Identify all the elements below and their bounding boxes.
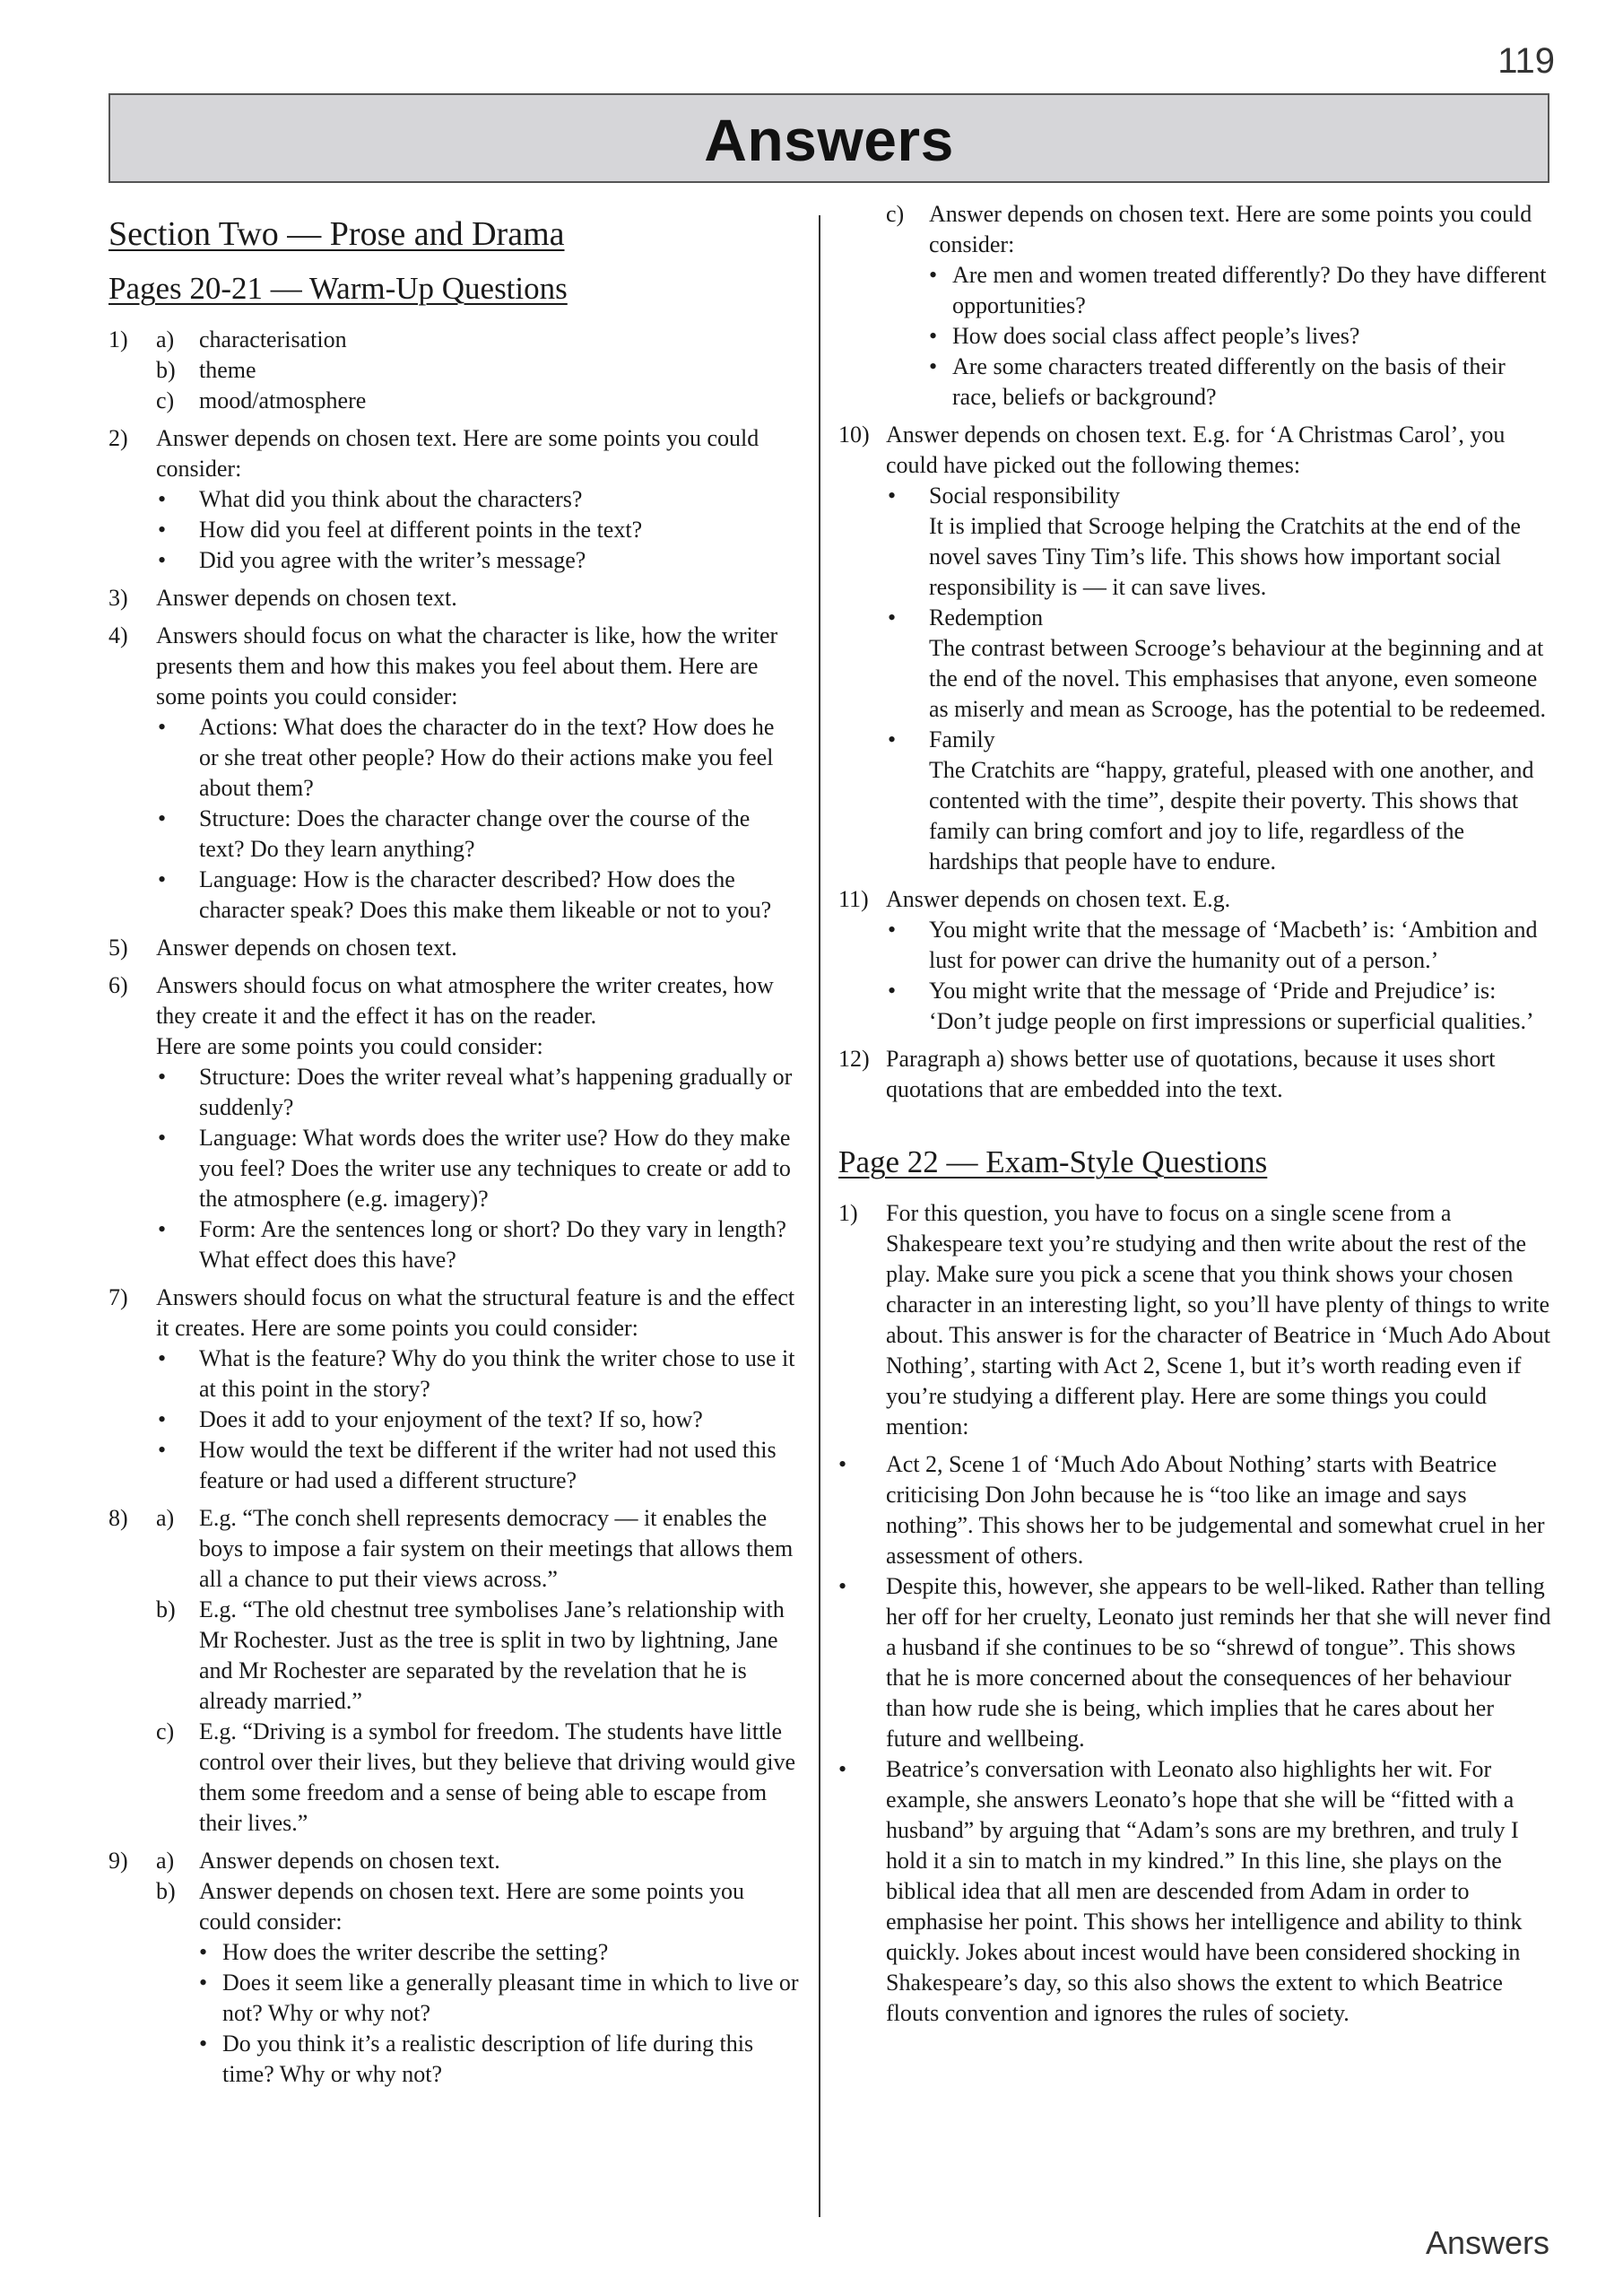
answer-text: Answers should focus on what the structural feature is and the effect it creates. Here are some points you could consider: xyxy=(156,1284,795,1341)
bullet-icon: • xyxy=(158,805,167,831)
theme-item xyxy=(886,603,1551,725)
bullet-item xyxy=(156,1214,799,1275)
exam-heading: Page 22 — Exam-Style Questions xyxy=(838,1144,1268,1179)
sub-answer xyxy=(156,325,799,355)
bullet-icon: • xyxy=(838,1573,847,1599)
theme-title: Redemption xyxy=(929,604,1044,631)
answer-text: Paragraph a) shows better use of quotations, because it uses short quotations that are embedded into the text. xyxy=(886,1046,1496,1102)
bullet-icon: • xyxy=(158,1216,167,1242)
question-number: 2) xyxy=(108,425,128,451)
bullet-icon: • xyxy=(158,714,167,740)
theme-item xyxy=(886,481,1551,603)
sub-letter: a) xyxy=(156,1505,175,1531)
question-number: 3) xyxy=(108,585,128,611)
question-number: 10) xyxy=(838,422,870,448)
theme-title: Social responsibility xyxy=(929,483,1121,509)
bullet-item xyxy=(156,1123,799,1214)
bullet-icon: • xyxy=(158,1437,167,1463)
bullet-icon: • xyxy=(888,978,897,1004)
sub-text: E.g. “The old chestnut tree symbolises Jane’s relationship with Mr Rochester. Just as the tree is split in two by lightning, Jane and Mr Rochester are separated by the revelation that he is already married.” xyxy=(199,1596,785,1714)
sub-text: Answer depends on chosen text. Here are some points you could consider: xyxy=(929,201,1532,257)
bullet-text: Language: What words does the writer use? How do they make you feel? Does the writer use any techniques to create or add to the atmosphere (e.g. imagery)? xyxy=(199,1125,791,1212)
bullet-item xyxy=(199,1968,799,2029)
column-divider xyxy=(819,215,820,2217)
question-number: 1) xyxy=(838,1200,858,1226)
bullet-item xyxy=(156,1435,799,1496)
bullet-icon: • xyxy=(158,866,167,892)
sub-answer xyxy=(156,1846,799,1876)
sub-text: theme xyxy=(199,357,256,383)
bullet-item xyxy=(156,1062,799,1123)
theme-text: It is implied that Scrooge helping the Cratchits at the end of the novel saves Tiny Tim’s life. This shows how important social responsibility is — it can save lives. xyxy=(929,513,1521,600)
sub-letter: c) xyxy=(156,1718,175,1744)
theme-text: The contrast between Scrooge’s behaviour at the beginning and at the end of the novel. This emphasises that anyone, even someone as miserly and mean as Scrooge, has the potential to be redeemed. xyxy=(929,635,1547,722)
bullet-icon: • xyxy=(158,1345,167,1371)
left-column xyxy=(108,204,799,2097)
bullet-text: You might write that the message of ‘Macbeth’ is: ‘Ambition and lust for power can drive the humanity out of a person.’ xyxy=(929,917,1538,973)
bullet-text: Did you agree with the writer’s message? xyxy=(199,547,586,573)
bullet-icon: • xyxy=(888,483,897,509)
question-4 xyxy=(108,621,799,926)
bullet-icon: • xyxy=(838,1756,847,1782)
bullet-icon: • xyxy=(888,917,897,943)
page-number: 119 xyxy=(1497,41,1555,81)
question-2 xyxy=(108,423,799,576)
bullet-item xyxy=(156,1344,799,1405)
bullet-icon: • xyxy=(929,262,938,288)
theme-item xyxy=(886,725,1551,877)
sub-letter: b) xyxy=(156,1878,176,1904)
sub-answer xyxy=(156,1717,799,1839)
bullet-text: Do you think it’s a realistic description of life during this time? Why or why not? xyxy=(222,2031,754,2087)
bullet-icon: • xyxy=(158,1406,167,1432)
exam-question-1 xyxy=(838,1198,1551,1442)
question-12 xyxy=(838,1044,1551,1105)
bullet-item xyxy=(156,865,799,926)
answer-text: Answer depends on chosen text. xyxy=(156,935,457,961)
footer-label: Answers xyxy=(1425,2224,1549,2261)
bullet-icon: • xyxy=(838,1451,847,1477)
question-number: 5) xyxy=(108,935,128,961)
sub-letter: b) xyxy=(156,357,176,383)
bullet-item xyxy=(156,804,799,865)
question-3 xyxy=(108,583,799,613)
bullet-text: How would the text be different if the writer had not used this feature or had used a different structure? xyxy=(199,1437,777,1493)
bullet-item xyxy=(929,321,1551,352)
theme-text: The Cratchits are “happy, grateful, pleased with one another, and contented with the time”, despite their poverty. This shows that family can bring comfort and joy to life, regardless of the hardships that people have to endure. xyxy=(929,757,1534,874)
bullet-text: Language: How is the character described? How does the character speak? Does this make them likeable or not to you? xyxy=(199,866,772,923)
bullet-icon: • xyxy=(199,2031,208,2057)
bullet-text: How does social class affect people’s lives? xyxy=(952,323,1360,349)
bullet-text: What did you think about the characters? xyxy=(199,486,583,512)
theme-title: Family xyxy=(929,726,995,752)
bullet-text: Does it seem like a generally pleasant time in which to live or not? Why or why not? xyxy=(222,1970,799,2026)
sub-text: characterisation xyxy=(199,326,347,352)
answer-text: Answer depends on chosen text. E.g. xyxy=(886,886,1231,912)
question-1 xyxy=(108,325,799,416)
question-9c xyxy=(838,199,1551,413)
bullet-text: What is the feature? Why do you think the writer chose to use it at this point in the story? xyxy=(199,1345,795,1402)
bullet-item xyxy=(886,976,1551,1037)
banner-title: Answers xyxy=(704,107,954,173)
sub-letter: b) xyxy=(156,1596,176,1622)
exam-bullet xyxy=(838,1571,1551,1754)
question-number: 12) xyxy=(838,1046,870,1072)
bullet-item xyxy=(199,1937,799,1968)
bullet-text: Act 2, Scene 1 of ‘Much Ado About Nothing’ starts with Beatrice criticising Don John because he is “too like an image and says nothing”. This shows her to be judgemental and somewhat cruel in her assessment of others. xyxy=(886,1451,1545,1569)
question-8 xyxy=(108,1503,799,1839)
bullet-item xyxy=(199,2029,799,2090)
sub-answer xyxy=(156,386,799,416)
bullet-icon: • xyxy=(158,1064,167,1090)
sub-answer xyxy=(156,1595,799,1717)
bullet-text: Despite this, however, she appears to be well-liked. Rather than telling her off for her cruelty, Leonato just reminds her that she will never find a husband if she continues to be so “shrewd of tongue”. This shows that he is more concerned about the consequences of her behaviour than how rude she is being, which implies that he cares about her future and wellbeing. xyxy=(886,1573,1551,1752)
bullet-text: How did you feel at different points in the text? xyxy=(199,517,643,543)
sub-answer xyxy=(886,199,1551,413)
sub-text: Answer depends on chosen text. xyxy=(199,1848,500,1874)
answer-text: Answer depends on chosen text. Here are some points you could consider: xyxy=(156,425,759,482)
bullet-icon: • xyxy=(158,1125,167,1151)
sub-letter: a) xyxy=(156,326,175,352)
bullet-text: How does the writer describe the setting? xyxy=(222,1939,609,1965)
bullet-text: Are men and women treated differently? Do they have different opportunities? xyxy=(952,262,1547,318)
question-6 xyxy=(108,970,799,1275)
bullet-item xyxy=(929,260,1551,321)
bullet-item xyxy=(156,484,799,515)
bullet-item xyxy=(156,712,799,804)
bullet-icon: • xyxy=(199,1939,208,1965)
question-number: 1) xyxy=(108,326,128,352)
bullet-icon: • xyxy=(158,547,167,573)
section-title: Section Two — Prose and Drama xyxy=(108,215,565,253)
bullet-icon: • xyxy=(199,1970,208,1996)
question-number: 8) xyxy=(108,1505,128,1531)
bullet-text: Does it add to your enjoyment of the text? If so, how? xyxy=(199,1406,703,1432)
bullet-item xyxy=(886,915,1551,976)
sub-text: mood/atmosphere xyxy=(199,387,367,413)
bullet-text: Structure: Does the writer reveal what’s happening gradually or suddenly? xyxy=(199,1064,793,1120)
answer-text: Here are some points you could consider: xyxy=(156,1033,543,1059)
question-number: 7) xyxy=(108,1284,128,1310)
bullet-icon: • xyxy=(888,604,897,631)
question-number: 6) xyxy=(108,972,128,998)
answers-banner xyxy=(108,93,1549,183)
question-number: 4) xyxy=(108,622,128,648)
bullet-icon: • xyxy=(929,323,938,349)
answer-text: Answers should focus on what the character is like, how the writer presents them and how this makes you feel about them. Here are some points you could consider: xyxy=(156,622,778,709)
sub-text: E.g. “The conch shell represents democracy — it enables the boys to impose a fair system on their meetings that allows them all a chance to put their views across.” xyxy=(199,1505,794,1592)
right-column xyxy=(838,199,1551,2029)
bullet-text: Beatrice’s conversation with Leonato also highlights her wit. For example, she answers Leonato’s hope that she will be “fitted with a husband” by arguing that “Adam’s sons are my brethren, and truly I hold it a sin to match in my kindred.” In this line, she plays on the biblical idea that all men are descended from Adam in order to emphasise her point. This shows her intelligence and ability to think quickly. Jokes about incest would have been considered shocking in Shakespeare’s day, so this also shows the extent to which Beatrice flouts convention and ignores the rules of society. xyxy=(886,1756,1523,2026)
sub-text: E.g. “Driving is a symbol for freedom. The students have little control over their lives, but they believe that driving would give them some freedom and a sense of being able to escape from their lives.” xyxy=(199,1718,796,1836)
question-11 xyxy=(838,884,1551,1037)
sub-answer xyxy=(156,1876,799,2090)
answer-text: Answer depends on chosen text. E.g. for ‘A Christmas Carol’, you could have picked out the following themes: xyxy=(886,422,1506,478)
sub-letter: c) xyxy=(886,201,905,227)
bullet-icon: • xyxy=(158,517,167,543)
bullet-item xyxy=(156,1405,799,1435)
bullet-text: You might write that the message of ‘Pride and Prejudice’ is: ‘Don’t judge people on first impressions or superficial qualities.’ xyxy=(929,978,1534,1034)
exam-bullet xyxy=(838,1449,1551,1571)
bullet-item xyxy=(156,545,799,576)
sub-answer xyxy=(156,1503,799,1595)
exam-bullet xyxy=(838,1754,1551,2029)
question-5 xyxy=(108,933,799,963)
bullet-text: Structure: Does the character change over the course of the text? Do they learn anything? xyxy=(199,805,751,862)
answer-text: Answer depends on chosen text. xyxy=(156,585,457,611)
sub-answer xyxy=(156,355,799,386)
answer-text: Answers should focus on what atmosphere the writer creates, how they create it and the effect it has on the reader. xyxy=(156,972,774,1029)
question-10 xyxy=(838,420,1551,877)
bullet-item xyxy=(929,352,1551,413)
question-9 xyxy=(108,1846,799,2090)
question-number: 9) xyxy=(108,1848,128,1874)
bullet-text: Actions: What does the character do in the text? How does he or she treat other people? How do their actions make you feel about them? xyxy=(199,714,775,801)
bullet-item xyxy=(156,515,799,545)
warmup-heading: Pages 20-21 — Warm-Up Questions xyxy=(108,271,568,306)
bullet-icon: • xyxy=(158,486,167,512)
bullet-text: Are some characters treated differently on the basis of their race, beliefs or background? xyxy=(952,353,1506,410)
question-7 xyxy=(108,1283,799,1496)
sub-letter: c) xyxy=(156,387,175,413)
bullet-text: Form: Are the sentences long or short? Do they vary in length? What effect does this have? xyxy=(199,1216,786,1273)
sub-letter: a) xyxy=(156,1848,175,1874)
bullet-icon: • xyxy=(929,353,938,379)
sub-text: Answer depends on chosen text. Here are some points you could consider: xyxy=(199,1878,744,1935)
question-number: 11) xyxy=(838,886,869,912)
answer-text: For this question, you have to focus on a single scene from a Shakespeare text you’re studying and then write about the rest of the play. Make sure you pick a scene that you think shows your chosen character in an interesting light, so you’ll have plenty of things to write about. This answer is for the character of Beatrice in ‘Much Ado About Nothing’, starting with Act 2, Scene 1, but it’s worth reading even if you’re studying a different play. Here are some things you could mention: xyxy=(886,1200,1551,1439)
bullet-icon: • xyxy=(888,726,897,752)
